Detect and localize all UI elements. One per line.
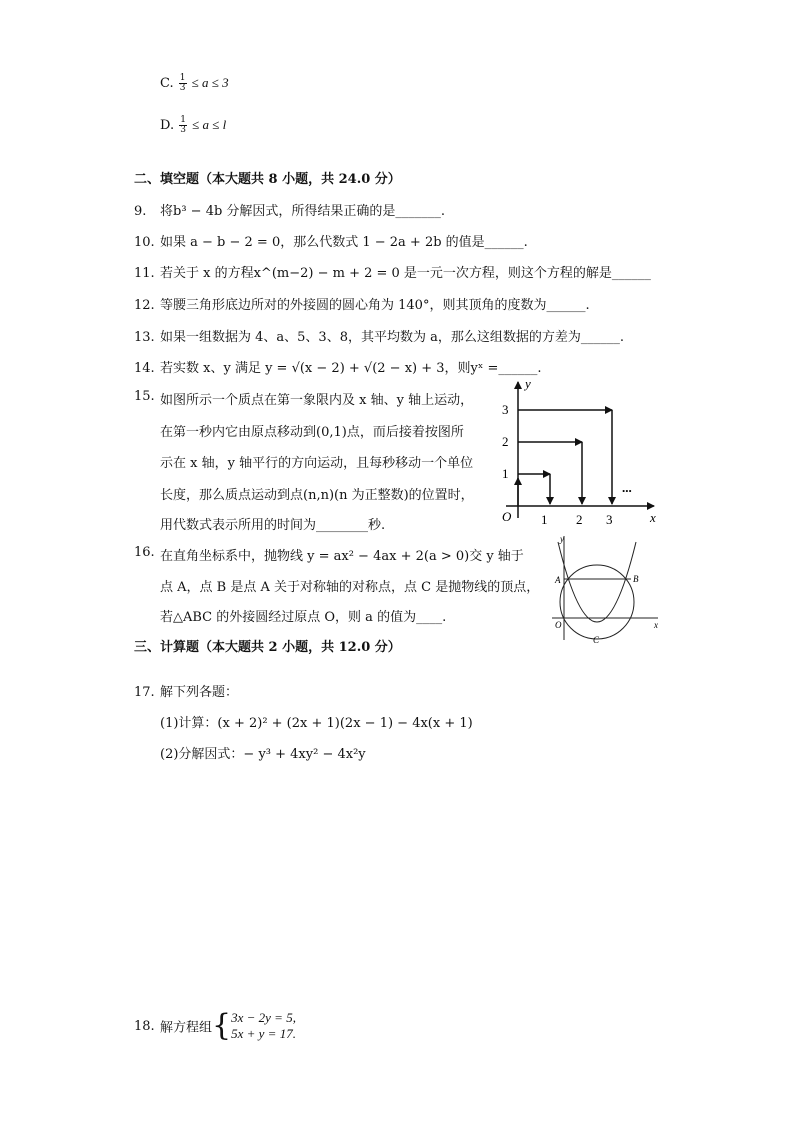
question-12 <box>134 294 590 313</box>
question-15-line: 长度，那么质点运动到点(n,n)(n 为正整数)的位置时， <box>160 488 474 503</box>
question-16-line: 若△ABC 的外接圆经过原点 O，则 a 的值为____. <box>160 610 447 625</box>
option-c-text: ≤ a ≤ 3 <box>191 75 229 90</box>
y-axis-label: y <box>525 376 531 391</box>
question-text: 等腰三角形底边所对的外接圆的圆心角为 140°，则其顶角的度数为______. <box>160 298 590 313</box>
equation-1: 3x − 2y = 5, <box>231 1010 296 1025</box>
question-15-line: 用代数式表示所用的时间为________秒. <box>160 518 386 533</box>
question-16-figure <box>548 532 670 644</box>
question-number: 11. <box>134 266 155 281</box>
question-number: 12. <box>134 298 155 313</box>
x-tick-label: 1 <box>541 512 548 527</box>
question-15-line: 如图所示一个质点在第一象限内及 x 轴、y 轴上运动， <box>160 393 474 408</box>
y-tick-label: 2 <box>502 434 509 449</box>
question-14 <box>134 357 542 376</box>
question-16-line: 在直角坐标系中，抛物线 y = ax² − 4ax + 2(a > 0)交 y 轴于 <box>160 549 524 564</box>
question-15-figure <box>492 376 672 532</box>
question-18 <box>134 1010 296 1042</box>
question-number: 17. <box>134 685 155 700</box>
question-10 <box>134 231 528 250</box>
question-9 <box>134 200 445 219</box>
question-number: 14. <box>134 361 155 376</box>
question-text: 若实数 x、y 满足 y = √(x − 2) + √(2 − x) + 3，则yˣ =______. <box>160 361 542 376</box>
option-c <box>160 74 229 93</box>
question-13 <box>134 326 624 345</box>
point-b-label: B <box>633 574 639 584</box>
question-text: 若关于 x 的方程x^(m−2) − m + 2 = 0 是一元一次方程，则这个方程的解是______ <box>160 266 651 281</box>
question-number: 18. <box>134 1018 155 1034</box>
question-text: 如果一组数据为 4、a、5、3、8，其平均数为 a，那么这组数据的方差为______. <box>160 330 624 345</box>
y-axis-label: y <box>560 534 564 544</box>
section-2-title: 二、填空题（本大题共 8 小题，共 24.0 分） <box>134 172 401 187</box>
circumcircle <box>560 565 634 639</box>
question-text: 将b³ − 4b 分解因式，所得结果正确的是_______. <box>160 204 446 219</box>
origin-label: O <box>555 620 562 630</box>
question-number: 10. <box>134 235 155 250</box>
question-17 <box>134 681 238 700</box>
x-axis-label: x <box>654 620 658 630</box>
point-c-label: C <box>593 635 600 644</box>
x-tick-label: 2 <box>576 512 583 527</box>
question-intro: 解方程组 <box>160 1020 213 1036</box>
x-tick-label: 3 <box>606 512 613 527</box>
question-16-line: 点 A，点 B 是点 A 关于对称轴的对称点，点 C 是抛物线的顶点， <box>160 580 540 595</box>
y-tick-label: 1 <box>502 466 509 481</box>
option-d-text: ≤ a ≤ l <box>192 117 227 132</box>
equation-system <box>231 1010 296 1042</box>
question-15-line: 示在 x 轴，y 轴平行的方向运动，且每秒移动一个单位 <box>160 456 474 471</box>
question-17-part-1: (1)计算：(x + 2)² + (2x + 1)(2x − 1) − 4x(x + 1) <box>160 716 473 731</box>
question-number: 9. <box>134 204 147 219</box>
question-17-part-2: (2)分解因式：− y³ + 4xy² − 4x²y <box>160 747 366 762</box>
question-intro: 解下列各题： <box>160 685 239 700</box>
question-text: 如果 a − b − 2 = 0，那么代数式 1 − 2a + 2b 的值是______. <box>160 235 528 250</box>
option-d-fraction: $\frac{1}{3}$ <box>180 115 186 135</box>
option-c-fraction: $\frac{1}{3}$ <box>179 73 186 93</box>
parabola <box>558 542 636 622</box>
option-d-label: D. <box>160 118 175 133</box>
y-tick-label: 3 <box>502 402 509 417</box>
question-15-number: 15. <box>134 389 155 404</box>
equation-2: 5x + y = 17. <box>231 1026 296 1041</box>
section-3-title: 三、计算题（本大题共 2 小题，共 12.0 分） <box>134 640 401 655</box>
option-c-label: C. <box>160 76 174 91</box>
question-16-number: 16. <box>134 545 155 560</box>
system-brace: { <box>212 1008 232 1043</box>
origin-label: O <box>502 509 512 524</box>
question-15-line: 在第一秒内它由原点移动到(0,1)点，而后接着按图所 <box>160 425 464 440</box>
option-d <box>160 116 226 135</box>
question-number: 13. <box>134 330 155 345</box>
x-axis-label: x <box>650 510 656 525</box>
question-11 <box>134 262 651 281</box>
ellipsis: ... <box>622 480 632 495</box>
point-a-label: A <box>555 575 561 585</box>
